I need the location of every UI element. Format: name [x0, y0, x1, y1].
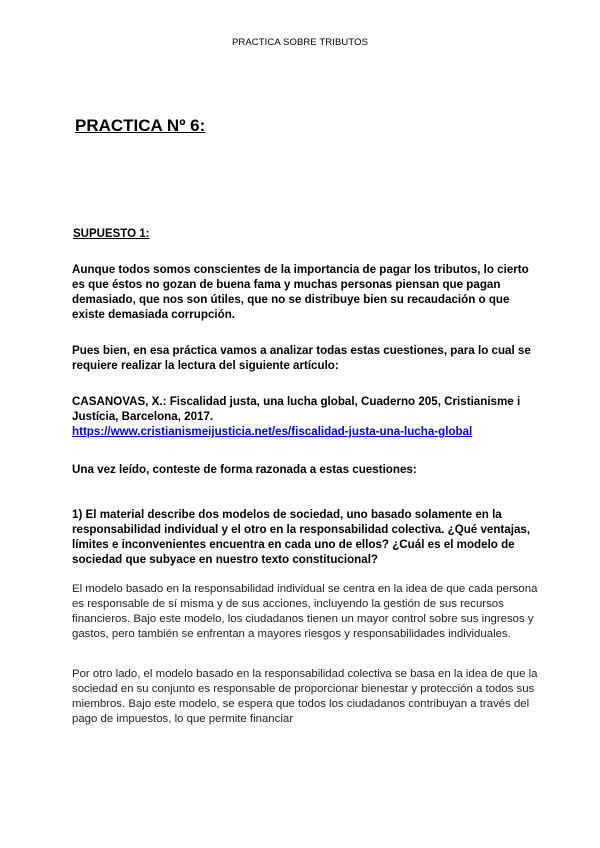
answer-paragraph-1: El modelo basado en la responsabilidad individual se centra en la idea de que cada persona es responsable de sí misma y de sus acciones, incluyendo la gestión de sus recursos financieros. Bajo este modelo, los ciudadanos tienen un mayor control sobre sus ingresos y gastos, pero también se enfrentan a mayores riesgos y responsabilidades individuales. [72, 583, 538, 640]
section-heading: SUPUESTO 1: [73, 228, 150, 240]
question-1: 1) El material describe dos modelos de sociedad, uno basado solamente en la responsabilidad individual y el otro en la responsabilidad colectiva. ¿Qué ventajas, límites e inconvenientes encuentra en cada uno de ellos? ¿Cuál es el modelo de sociedad que subyace en nuestro texto constitucional? [72, 508, 531, 566]
answer-paragraph-2: Por otro lado, el modelo basado en la responsabilidad colectiva se basa en la idea de que la sociedad en su conjunto es responsable de proporcionar bienestar y protección a todos sus miembros. Bajo este modelo, se espera que todos los ciudadanos contribuyan a través del pago de impuestos, lo que permite financiar [72, 668, 538, 725]
reference-citation: CASANOVAS, X.: Fiscalidad justa, una lucha global, Cuaderno 205, Cristianisme i Justícia, Barcelona, 2017. [72, 395, 521, 423]
running-header: PRACTICA SOBRE TRIBUTOS [231, 37, 369, 48]
reference-link[interactable]: https://www.cristianismeijusticia.net/es/fiscalidad-justa-una-lucha-global [72, 425, 473, 438]
intro-paragraph: Aunque todos somos conscientes de la importancia de pagar los tributos, lo cierto es que éstos no gozan de buena fama y muchas personas piensan que pagan demasiado, que nos son útiles, que no se distribuye bien su recaudación o que existe demasiada corrupción. [72, 263, 529, 321]
instruction-text: Una vez leído, conteste de forma razonada a estas cuestiones: [72, 463, 417, 476]
page-title: PRACTICA Nº 6: [75, 116, 206, 135]
reference-block [72, 394, 542, 439]
reading-paragraph: Pues bien, en esa práctica vamos a analizar todas estas cuestiones, para lo cual se requiere realizar la lectura del siguiente artículo: [72, 344, 531, 372]
